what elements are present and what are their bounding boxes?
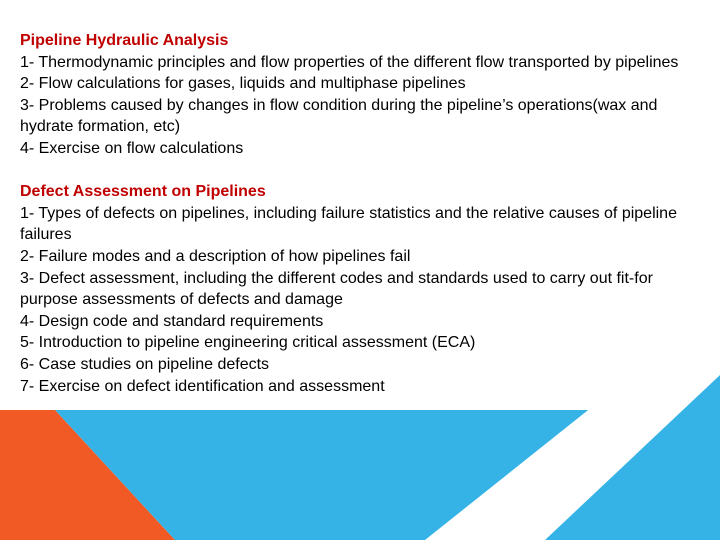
- slide-content: [20, 30, 710, 419]
- section-pipeline-hydraulic-analysis: [20, 30, 710, 160]
- section-heading: Defect Assessment on Pipelines: [20, 183, 266, 201]
- list-item: 2- Flow calculations for gases, liquids and multiphase pipelines: [20, 75, 466, 93]
- list-item: 5- Introduction to pipeline engineering critical assessment (ECA): [20, 334, 476, 352]
- list-item: 4- Design code and standard requirements: [20, 312, 324, 330]
- section-defect-assessment: [20, 181, 710, 397]
- section-heading: Pipeline Hydraulic Analysis: [20, 32, 229, 49]
- list-item: 3- Problems caused by changes in flow condition during the pipeline’s operations(wax and hydrate formation, etc): [20, 96, 658, 136]
- list-item: 2- Failure modes and a description of how pipelines fail: [20, 247, 411, 265]
- list-item: 7- Exercise on defect identification and assessment: [20, 377, 385, 395]
- list-item: 1- Types of defects on pipelines, including failure statistics and the relative causes of pipeline failures: [20, 204, 677, 244]
- list-item: 1- Thermodynamic principles and flow properties of the different flow transported by pipelines: [20, 53, 679, 71]
- list-item: 4- Exercise on flow calculations: [20, 139, 244, 157]
- list-item: 3- Defect assessment, including the different codes and standards used to carry out fit-for purpose assessments of defects and damage: [20, 269, 653, 309]
- list-item: 6- Case studies on pipeline defects: [20, 355, 270, 373]
